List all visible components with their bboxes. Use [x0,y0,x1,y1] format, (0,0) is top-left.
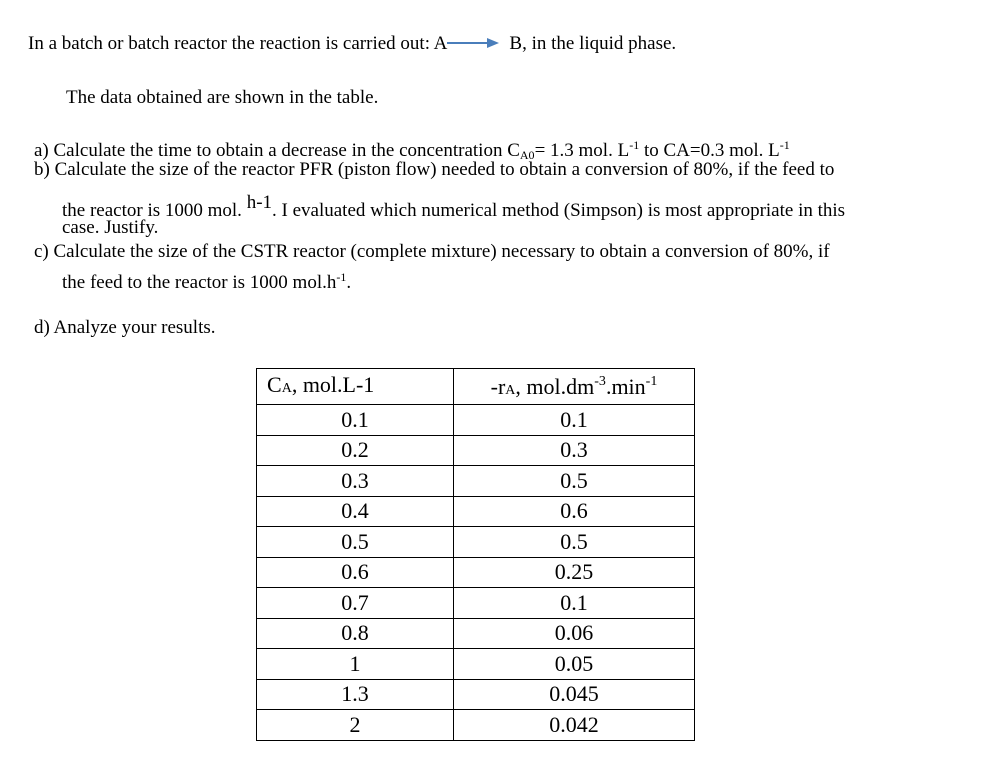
reaction-arrow-icon [447,36,499,50]
table-cell-ca: 0.6 [257,557,454,588]
question-c-line2: the feed to the reactor is 1000 $mol.h^{-1}$. [62,270,352,293]
table-row [257,496,695,527]
table-cell-ca: 0.2 [257,435,454,466]
question-d: d) Analyze your results. [34,317,216,338]
table-cell-ca: 0.3 [257,466,454,497]
table-note: The data obtained are shown in the table. [66,87,379,108]
reaction-suffix: B, in the liquid phase. [509,33,677,54]
table-cell-rate: 0.045 [454,679,695,710]
table-body [257,405,695,741]
table-cell-ca: 0.7 [257,588,454,619]
question-b-line3: case. Justify. [62,217,159,238]
table-cell-rate: 0.1 [454,588,695,619]
table-row [257,649,695,680]
table-cell-rate: 0.5 [454,466,695,497]
table-cell-ca: 2 [257,710,454,741]
table-cell-ca: 0.8 [257,618,454,649]
table-row [257,588,695,619]
table-cell-rate: 0.05 [454,649,695,680]
table-cell-ca: 0.4 [257,496,454,527]
table-cell-ca: 0.1 [257,405,454,436]
table-row [257,466,695,497]
table-row [257,557,695,588]
data-table [256,368,695,741]
header-rate: -rA, $mol.dm^{-3}.\min^{-1}$ [454,369,695,405]
table-row [257,710,695,741]
table-cell-ca: 1.3 [257,679,454,710]
question-b-line1: b) Calculate the size of the reactor PFR (piston flow) needed to obtain a conversion of 80%, if the feed to [34,159,835,180]
header-concentration: CA, mol.L-1 [257,369,454,405]
reaction-statement [28,33,676,55]
table-cell-rate: 0.06 [454,618,695,649]
table-cell-rate: 0.5 [454,527,695,558]
question-c-line1: c) Calculate the size of the CSTR reactor (complete mixture) necessary to obtain a conversion of 80%, if [34,241,830,262]
table-header-row [257,369,695,405]
table-row [257,618,695,649]
question-b-line2: the reactor is 1000 mol. h-1. I evaluated which numerical method (Simpson) is most appropriate in this [62,192,846,221]
table-row [257,435,695,466]
reaction-prefix: In a batch or batch reactor the reaction is carried out: A [28,33,448,54]
table-cell-rate: 0.1 [454,405,695,436]
table-cell-rate: 0.25 [454,557,695,588]
table-row [257,405,695,436]
table-cell-rate: 0.6 [454,496,695,527]
table-cell-rate: 0.3 [454,435,695,466]
table-row [257,679,695,710]
table-cell-ca: 0.5 [257,527,454,558]
question-a: a) Calculate the time to obtain a decrease in the concentration $C_{A0}= 1.3$ mol. $L^{-1}$ to CA=0.3 mol. $L^{-1}$ [34,138,790,162]
table-cell-rate: 0.042 [454,710,695,741]
table-row [257,527,695,558]
table-cell-ca: 1 [257,649,454,680]
